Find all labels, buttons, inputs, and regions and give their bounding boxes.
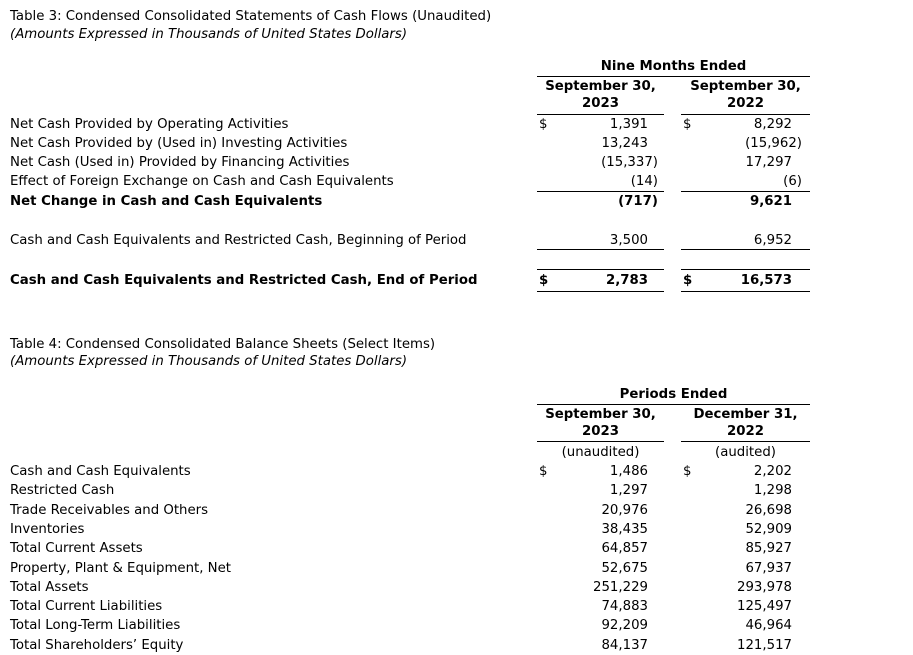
- table4-value: 46,964: [745, 618, 792, 633]
- table3-value: (717): [618, 194, 658, 209]
- table4-col1-note: (unaudited): [561, 445, 640, 460]
- table4-value: 1,486: [609, 464, 648, 479]
- table4-value: 52,675: [601, 561, 648, 576]
- table3-value: 1,391: [609, 117, 648, 132]
- table3-row-label: Net Cash Provided by (Used in) Investing Activities: [10, 136, 348, 151]
- table4-row-label: Total Current Liabilities: [10, 599, 163, 614]
- table3-value: 6,952: [753, 233, 792, 248]
- table4-value: 74,883: [601, 599, 648, 614]
- table4-row-label: Total Long-Term Liabilities: [10, 618, 181, 633]
- table4-value: 85,927: [745, 541, 792, 556]
- table3-value: 13,243: [601, 136, 648, 151]
- table3-row-label: Net Change in Cash and Cash Equivalents: [10, 194, 323, 209]
- table4-col2-header-line1: December 31,: [693, 407, 798, 422]
- table4-header-rule: [537, 404, 810, 405]
- table4-title: Table 4: Condensed Consolidated Balance Sheets (Select Items): [10, 337, 436, 352]
- table3-rule: [537, 269, 664, 270]
- table3-rule: [681, 269, 810, 270]
- table3-col2-header-line1: September 30,: [690, 79, 801, 94]
- table4-row-label: Total Assets: [10, 580, 89, 595]
- table4-value: 20,976: [601, 503, 648, 518]
- table3-row-label: Effect of Foreign Exchange on Cash and Cash Equivalents: [10, 174, 394, 189]
- table3-header-rule: [537, 76, 810, 77]
- table4-dollar-sign: $: [539, 464, 548, 479]
- table3-value: (14): [630, 174, 658, 189]
- table4-row-label: Total Shareholders’ Equity: [10, 638, 184, 653]
- table4-row-label: Inventories: [10, 522, 85, 537]
- table4-row-label: Total Current Assets: [10, 541, 143, 556]
- table3-value: 2,783: [605, 273, 648, 288]
- table3-value: 16,573: [740, 273, 792, 288]
- table4-col1-header-line1: September 30,: [545, 407, 656, 422]
- table3-value: 9,621: [749, 194, 792, 209]
- table4-value: 38,435: [601, 522, 648, 537]
- table3-title: Table 3: Condensed Consolidated Statements of Cash Flows (Unaudited): [10, 9, 492, 24]
- table4-value: 121,517: [737, 638, 792, 653]
- table3-row-label: Cash and Cash Equivalents and Restricted Cash, Beginning of Period: [10, 233, 467, 248]
- table3-value: (15,337): [601, 155, 658, 170]
- table4-col2-header-line2: 2022: [726, 424, 764, 439]
- table3-dollar-sign: $: [539, 117, 548, 132]
- table3-total-rule: [537, 291, 664, 292]
- table3-total-rule: [681, 291, 810, 292]
- table3-dollar-sign: $: [683, 273, 693, 288]
- table4-value: 92,209: [601, 618, 648, 633]
- table3-row-label: Cash and Cash Equivalents and Restricted Cash, End of Period: [10, 273, 478, 288]
- table4-subtitle: (Amounts Expressed in Thousands of United States Dollars): [10, 354, 408, 369]
- table3-col2-header-line2: 2022: [726, 96, 764, 111]
- table4-value: 26,698: [745, 503, 792, 518]
- table4-value: 2,202: [753, 464, 792, 479]
- table4-header-underline: [681, 441, 810, 442]
- table4-value: 125,497: [737, 599, 792, 614]
- table4-value: 251,229: [593, 580, 648, 595]
- table4-col2-note: (audited): [715, 445, 776, 460]
- table3-value: (15,962): [745, 136, 802, 151]
- table4-header-underline: [537, 441, 664, 442]
- table4-value: 1,297: [609, 483, 648, 498]
- table4-value: 52,909: [745, 522, 792, 537]
- table3-row-label: Net Cash (Used in) Provided by Financing Activities: [10, 155, 350, 170]
- table3-col1-header-line1: September 30,: [545, 79, 656, 94]
- table4-value: 84,137: [601, 638, 648, 653]
- table4-value: 293,978: [737, 580, 792, 595]
- table4-value: 1,298: [753, 483, 792, 498]
- table4-group-header: Periods Ended: [619, 387, 728, 402]
- table3-rule: [537, 249, 664, 250]
- table3-value: 3,500: [609, 233, 648, 248]
- table4-row-label: Cash and Cash Equivalents: [10, 464, 191, 479]
- table3-subtitle: (Amounts Expressed in Thousands of United States Dollars): [10, 27, 408, 42]
- table4-dollar-sign: $: [683, 464, 692, 479]
- table3-col1-header-line2: 2023: [581, 96, 619, 111]
- table3-dollar-sign: $: [539, 273, 549, 288]
- table3-dollar-sign: $: [683, 117, 692, 132]
- table3-group-header: Nine Months Ended: [600, 59, 747, 74]
- table3-rule: [681, 249, 810, 250]
- table4-row-label: Restricted Cash: [10, 483, 115, 498]
- table3-value: 8,292: [753, 117, 792, 132]
- table4-row-label: Trade Receivables and Others: [10, 503, 209, 518]
- table3-row-label: Net Cash Provided by Operating Activities: [10, 117, 289, 132]
- table4-value: 64,857: [601, 541, 648, 556]
- table3-value: 17,297: [745, 155, 792, 170]
- table4-col1-header-line2: 2023: [581, 424, 619, 439]
- table4-row-label: Property, Plant & Equipment, Net: [10, 561, 232, 576]
- table3-value: (6): [783, 174, 802, 189]
- table4-value: 67,937: [745, 561, 792, 576]
